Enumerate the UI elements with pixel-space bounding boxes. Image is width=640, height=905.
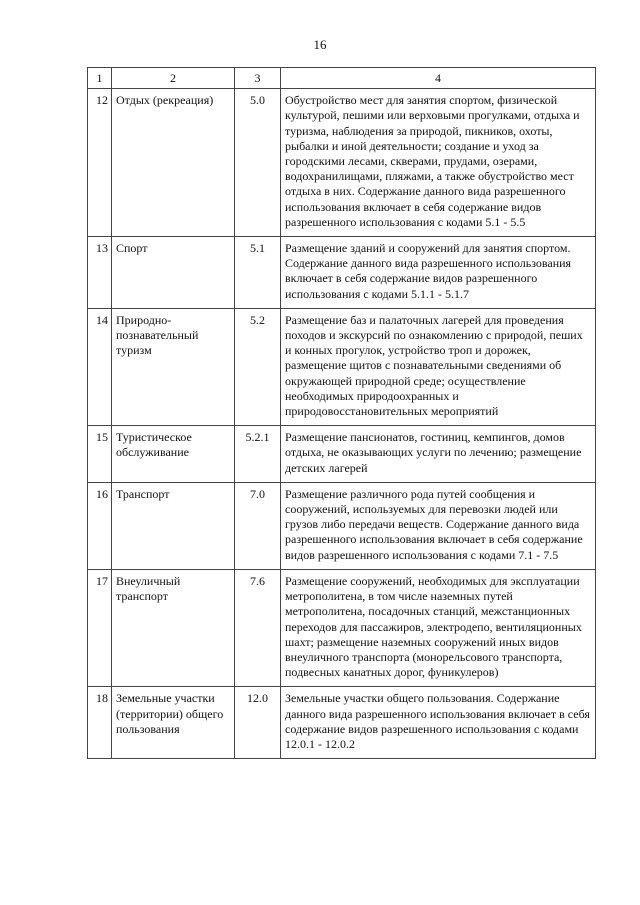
- use-type-description: Обустройство мест для занятия спортом, физической культурой, пешими или верховыми прогулками, отдыха и туризма, наблюдения за природой, пикников, охоты, рыбалки и иной деятельности; создание и уход за городскими лесами, скверами, прудами, озерами, водохранилищами, пляжами, а также обустройство мест отдыха в них. Содержание данного вида разрешенного использования включает в себя содержание видов разрешенного использования с кодами 5.1 - 5.5: [281, 89, 596, 237]
- column-header: 4: [281, 68, 596, 89]
- table-row: [88, 308, 596, 425]
- use-type-name: Природно-познавательный туризм: [112, 308, 235, 425]
- use-type-description: Размещение сооружений, необходимых для эксплуатации метрополитена, в том числе наземных путей метрополитена, посадочных станций, межстанционных переходов для пассажиров, электродепо, вентиляционных шахт; размещение наземных сооружений иных видов внеуличного транспорта (монорельсового транспорта, подвесных канатных дорог, фуникулеров): [281, 569, 596, 686]
- use-type-description: Размещение баз и палаточных лагерей для проведения походов и экскурсий по ознакомлению с природой, пеших и конных прогулок, устройство троп и дорожек, размещение щитов с познавательными сведениями об окружающей природной среде; осуществление необходимых природоохранных и природовосстановительных мероприятий: [281, 308, 596, 425]
- row-number: 15: [88, 426, 112, 483]
- column-header: 1: [88, 68, 112, 89]
- table-row: [88, 89, 596, 237]
- table-row: [88, 482, 596, 569]
- use-type-name: Земельные участки (территории) общего пользования: [112, 687, 235, 759]
- use-type-name: Спорт: [112, 237, 235, 309]
- use-type-description: Земельные участки общего пользования. Содержание данного вида разрешенного использования включает в себя содержание видов разрешенного использования с кодами 12.0.1 - 12.0.2: [281, 687, 596, 759]
- column-header: 3: [235, 68, 281, 89]
- use-type-code: 5.1: [235, 237, 281, 309]
- page-number: 16: [313, 37, 327, 52]
- row-number: 12: [88, 89, 112, 237]
- land-use-table: [87, 67, 596, 759]
- row-number: 17: [88, 569, 112, 686]
- use-type-description: Размещение различного рода путей сообщения и сооружений, используемых для перевозки людей или грузов либо передачи веществ. Содержание данного вида разрешенного использования включает в себя содержание видов разрешенного использования с кодами 7.1 - 7.5: [281, 482, 596, 569]
- use-type-description: Размещение зданий и сооружений для занятия спортом. Содержание данного вида разрешенного использования включает в себя содержание видов разрешенного использования с кодами 5.1.1 - 5.1.7: [281, 237, 596, 309]
- row-number: 13: [88, 237, 112, 309]
- use-type-code: 12.0: [235, 687, 281, 759]
- table-row: [88, 237, 596, 309]
- use-type-name: Отдых (рекреация): [112, 89, 235, 237]
- use-type-name: Туристическое обслуживание: [112, 426, 235, 483]
- table-row: [88, 569, 596, 686]
- use-type-name: Транспорт: [112, 482, 235, 569]
- use-type-description: Размещение пансионатов, гостиниц, кемпингов, домов отдыха, не оказывающих услуги по лечению; размещение детских лагерей: [281, 426, 596, 483]
- table-row: [88, 687, 596, 759]
- use-type-code: 7.0: [235, 482, 281, 569]
- use-type-code: 5.2.1: [235, 426, 281, 483]
- row-number: 14: [88, 308, 112, 425]
- use-type-code: 5.2: [235, 308, 281, 425]
- row-number: 16: [88, 482, 112, 569]
- use-type-code: 5.0: [235, 89, 281, 237]
- table-header-row: [88, 68, 596, 89]
- column-header: 2: [112, 68, 235, 89]
- use-type-name: Внеуличный транспорт: [112, 569, 235, 686]
- row-number: 18: [88, 687, 112, 759]
- table-row: [88, 426, 596, 483]
- use-type-code: 7.6: [235, 569, 281, 686]
